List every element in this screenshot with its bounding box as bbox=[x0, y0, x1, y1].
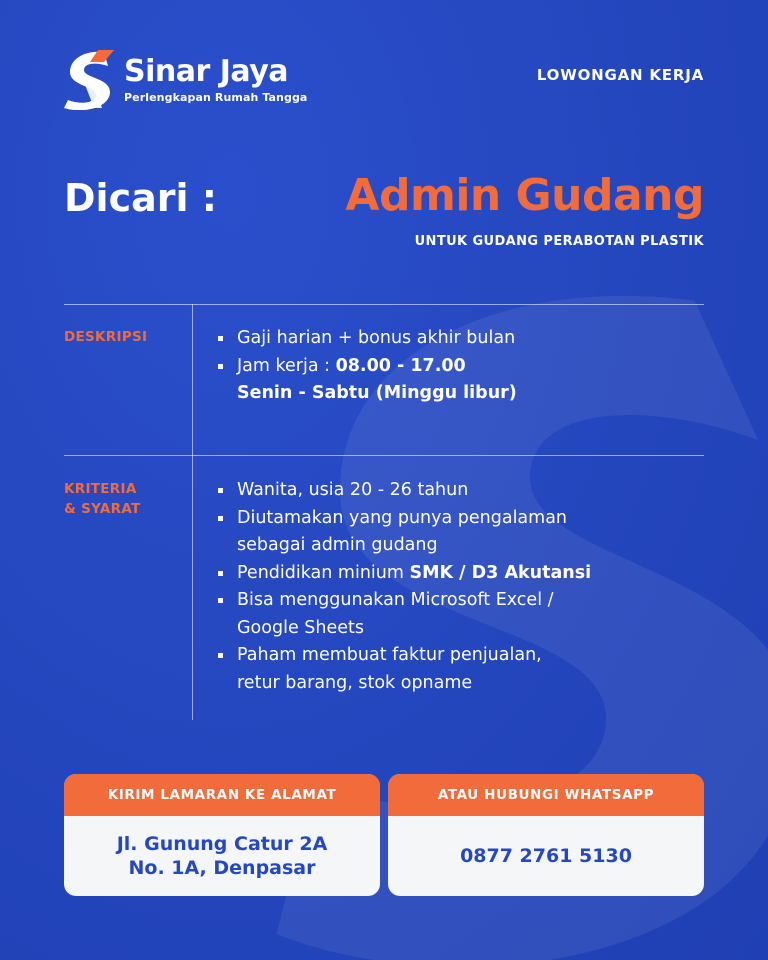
job-subtitle: UNTUK GUDANG PERABOTAN PLASTIK bbox=[414, 234, 704, 249]
section-label-kriteria: KRITERIA & SYARAT bbox=[64, 481, 141, 517]
bullet-icon bbox=[218, 598, 223, 603]
brand-logo bbox=[64, 48, 307, 110]
address-card bbox=[64, 774, 380, 896]
address-card-header: KIRIM LAMARAN KE ALAMAT bbox=[64, 774, 380, 816]
deskripsi-list bbox=[216, 325, 517, 408]
list-item: Paham membuat faktur penjualan, retur barang, stok opname bbox=[216, 642, 591, 697]
bullet-icon bbox=[218, 516, 223, 521]
headline-prefix: Dicari : bbox=[64, 176, 217, 220]
job-title: Admin Gudang bbox=[345, 170, 704, 221]
kriteria-list bbox=[216, 477, 591, 697]
bullet-icon bbox=[218, 653, 223, 658]
address-line-1: Jl. Gunung Catur 2A bbox=[116, 833, 328, 855]
header-label: LOWONGAN KERJA bbox=[536, 66, 704, 84]
section-label-deskripsi: DESKRIPSI bbox=[64, 329, 148, 345]
divider-middle bbox=[64, 455, 704, 456]
address-card-body bbox=[64, 816, 380, 896]
list-item: Diutamakan yang punya pengalaman sebagai admin gudang bbox=[216, 505, 591, 560]
bullet-icon bbox=[218, 364, 223, 369]
list-item: Wanita, usia 20 - 26 tahun bbox=[216, 477, 591, 505]
whatsapp-card bbox=[388, 774, 704, 896]
list-item: Pendidikan minium SMK / D3 Akutansi bbox=[216, 560, 591, 588]
list-item: Jam kerja : 08.00 - 17.00 Senin - Sabtu (Minggu libur) bbox=[216, 353, 517, 408]
sinar-jaya-logo-icon bbox=[64, 48, 118, 110]
divider-vertical bbox=[192, 304, 193, 720]
whatsapp-card-header: ATAU HUBUNGI WHATSAPP bbox=[388, 774, 704, 816]
bullet-icon bbox=[218, 571, 223, 576]
brand-tagline: Perlengkapan Rumah Tangga bbox=[124, 90, 308, 104]
bullet-icon bbox=[218, 336, 223, 341]
whatsapp-card-body bbox=[388, 816, 704, 896]
divider-top bbox=[64, 304, 704, 305]
brand-name: Sinar Jaya bbox=[124, 53, 289, 89]
list-item: Bisa menggunakan Microsoft Excel / Google Sheets bbox=[216, 587, 591, 642]
address-line-2: No. 1A, Denpasar bbox=[128, 857, 316, 879]
whatsapp-number[interactable]: 0877 2761 5130 bbox=[460, 845, 632, 867]
list-item: Gaji harian + bonus akhir bulan bbox=[216, 325, 517, 353]
bullet-icon bbox=[218, 488, 223, 493]
